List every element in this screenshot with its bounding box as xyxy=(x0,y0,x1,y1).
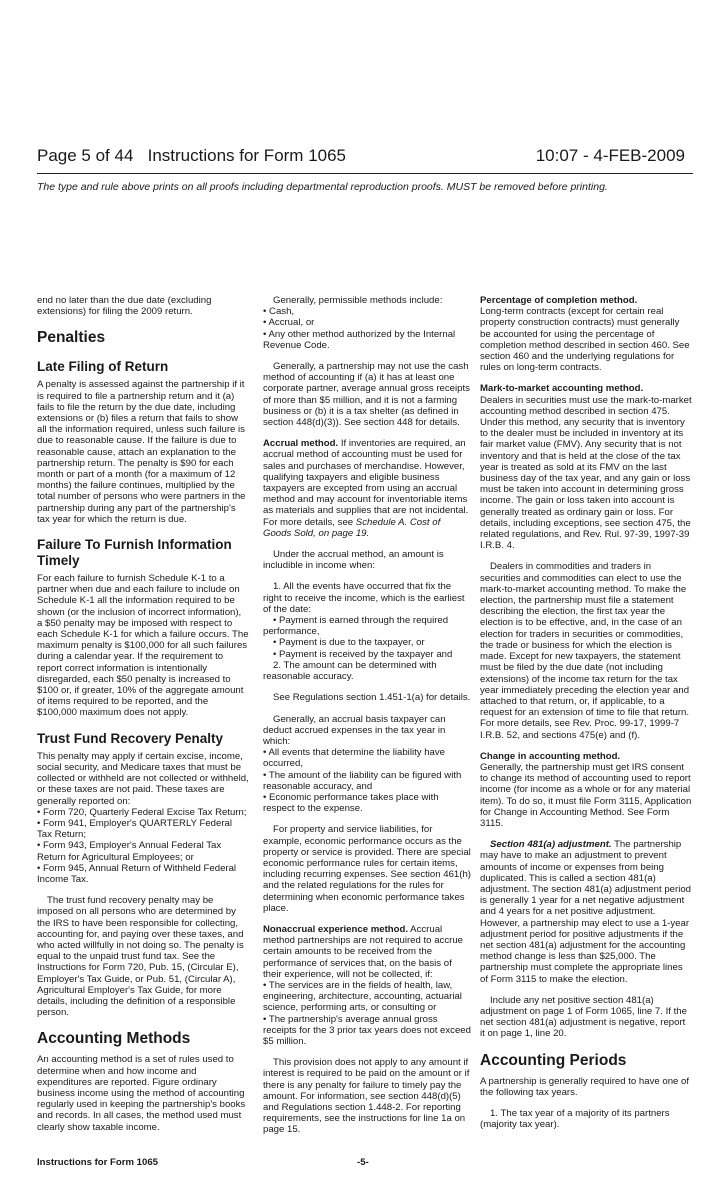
numbered-item: 1. The tax year of a majority of its partners (majority tax year). xyxy=(480,1108,670,1131)
cross-reference: Schedule A. Cost of Goods Sold, xyxy=(263,516,441,539)
paragraph: Generally, permissible methods include: xyxy=(273,295,443,306)
paragraph-nonaccrual: Nonaccrual experience method. Accrual method partnerships are not required to accrue certain amounts to be received from the performance of services that, on the basis of their experience, will not be collected, if: xyxy=(263,923,463,980)
run-in-heading: Percentage of completion method. xyxy=(480,295,638,306)
proof-timestamp: 10:07 - 4-FEB-2009 xyxy=(535,146,685,165)
bullet-item: • Any other method authorized by the Internal Revenue Code. xyxy=(263,328,456,351)
paragraph-481a: Section 481(a) adjustment. The partnership may have to make an adjustment to prevent amounts of income or expenses from being duplicated. This is called a section 481(a) adjustment. The section 481(a) adjustment period is generally 1 year for a net negative adjustment and 4 years for a net positive adjustment. However, a partnership may elect to use a 1-year adjustment period for positive adjustments if the net section 481(a) adjustment for the accounting method change is less than $25,000. The partnership must complete the appropriate lines of Form 3115 to make the election. xyxy=(480,839,692,985)
paragraph: The trust fund recovery penalty may be imposed on all persons who are determined by the IRS to have been responsible for collecting, accounting for, and paying over these taxes, and who acted willfully in not doing so. The penalty is equal to the unpaid trust fund tax. See the Instructions for Form 720, Pub. 15, (Circular E), Employer's Tax Guide, or Pub. 51, (Circular A), Agricultural Employer's Tax Guide, for more details, including the definition of a responsible person. xyxy=(37,895,244,1019)
heading-late-filing: Late Filing of Return xyxy=(37,359,169,375)
bullet-item: • Form 941, Employer's QUARTERLY Federal Tax Return; xyxy=(37,817,232,841)
bullet-item: • The amount of the liability can be figured with reasonable accuracy, and xyxy=(263,769,462,792)
bullet-item: • All events that determine the liability have occurred, xyxy=(263,747,446,770)
paragraph-accrual: Accrual method. If inventories are required, an accrual method of accounting must be used for sales and purchases of merchandise. However, qualifying taxpayers and eligible business taxpayers are excepted from using an accrual method and may account for inventoriable items as materials and supplies that are not incidental. For more details, see Schedule A. Cost of Goods Sold, on page 19. xyxy=(263,438,469,539)
numbered-item: 2. The amount can be determined with reasonable accuracy. xyxy=(263,659,437,683)
heading-penalties: Penalties xyxy=(37,329,106,347)
bullet-item: • Payment is received by the taxpayer and xyxy=(273,648,453,660)
paragraph: This provision does not apply to any amount if interest is required to be paid on the amount or if there is any penalty for failure to timely pay the amount. For information, see section 448(d)(5) and Regulations section 1.448-2. For reporting requirements, see the instructions for line 1a on page 15. xyxy=(263,1057,470,1136)
bullet-item: • Form 720, Quarterly Federal Excise Tax Return; xyxy=(37,806,247,818)
bullet-item: • Payment is earned through the required performance, xyxy=(263,615,449,638)
heading-accounting-periods: Accounting Periods xyxy=(480,1051,627,1069)
page-footer xyxy=(37,1157,693,1168)
paragraph: Long-term contracts (except for certain real property construction contracts) must generally be accounted for using the percentage of completion method described in section 460. See section 460 and the underlying regulations for rules on long-term contracts. xyxy=(480,306,690,374)
heading-failure-to-furnish: Failure To Furnish Information Timely xyxy=(37,537,232,569)
heading-accounting-methods: Accounting Methods xyxy=(37,1030,191,1048)
paragraph: This penalty may apply if certain excise, income, social security, and Medicare taxes that must be collected or withheld are not collected or withheld, or these taxes are not paid. These taxes are generally reported on: xyxy=(37,750,249,807)
paragraph: See Regulations section 1.451-1(a) for details. xyxy=(273,692,471,704)
bullet-item: • Accrual, or xyxy=(263,317,315,329)
run-in-heading: Mark-to-market accounting method. xyxy=(480,383,644,395)
paragraph: Dealers in securities must use the mark-to-market accounting method described in section 475. Under this method, any security that is inventory to the dealer must be included in inventory at its fair market value (FMV). Any security that is not inventory and that is held at the close of the tax year is treated as sold at its FMV on the last business day of the tax year, and any gain or loss must be taken into account in determining gross income. The gain or loss taken into account is generally treated as ordinary gain or loss. For details, including exceptions, see section 475, the related regulations, and Rev. Rul. 97-39, 1997-39 I.R.B. 4. xyxy=(480,394,692,552)
page-number: -5- xyxy=(357,1157,369,1168)
proof-page-label: Page 5 of 44 Instructions for Form 1065 xyxy=(37,146,347,165)
bullet-item: • Form 945, Annual Return of Withheld Federal Income Tax. xyxy=(37,862,237,885)
paragraph: For each failure to furnish Schedule K-1 to a partner when due and each failure to include on Schedule K-1 all the information required to be shown (or the inclusion of incorrect information), a $50 penalty may be imposed with respect to each Schedule K-1 for which a failure occurs. The maximum penalty is $100,000 for all such failures during a calendar year. If the requirement to report correct information is intentionally disregarded, each $50 penalty is increased to $100 or, if greater, 10% of the aggregate amount of items required to be reported, and the $100,000 maximum does not apply. xyxy=(37,573,249,719)
run-in-heading: Accrual method. xyxy=(263,438,339,450)
proof-doc-title: Instructions for Form 1065 xyxy=(147,146,347,165)
column-3 xyxy=(480,295,692,1130)
paragraph: For property and service liabilities, for example, economic performance occurs as the property or service is provided. There are special economic performance rules for certain items, including recurring expenses. See section 461(h) and the related regulations for the rules for determining when economic performance takes place. xyxy=(263,824,471,914)
bullet-item: • Cash, xyxy=(263,306,295,318)
run-in-heading: Change in accounting method. xyxy=(480,750,621,762)
paragraph: Include any net positive section 481(a) adjustment on page 1 of Form 1065, line 7. If the net section 481(a) adjustment is negative, report it on page 1, line 20. xyxy=(480,994,687,1040)
paragraph: Generally, the partnership must get IRS consent to change its method of accounting used to report income (for income as a whole or for any material item). To do so, it must file Form 3115, Application for Change in Accounting Method. See Form 3115. xyxy=(480,761,692,829)
paragraph: Generally, an accrual basis taxpayer can deduct accrued expenses in the tax year in which: xyxy=(263,713,446,747)
proof-header xyxy=(37,143,693,174)
bullet-item: • Payment is due to the taxpayer, or xyxy=(273,637,425,649)
bullet-item: • Form 943, Employer's Annual Federal Tax Return for Agricultural Employees; or xyxy=(37,840,222,863)
run-in-heading: Section 481(a) adjustment. xyxy=(490,839,612,851)
column-2 xyxy=(263,295,471,1136)
proof-note: The type and rule above prints on all proofs including departmental reproduction proofs. MUST be removed before printing. xyxy=(37,181,608,193)
paragraph: Generally, a partnership may not use the cash method of accounting if (a) it has at least one corporate partner, average annual gross receipts of more than $5 million, and it is not a farming business or (b) it is a tax shelter (as defined in section 448(d)(3)). See section 448 for details. xyxy=(263,361,470,429)
paragraph: end no later than the due date (excluding extensions) for filing the 2009 return. xyxy=(37,295,212,318)
footer-title: Instructions for Form 1065 xyxy=(37,1157,159,1168)
paragraph: Under the accrual method, an amount is includible in income when: xyxy=(263,549,444,572)
paragraph: A penalty is assessed against the partnership if it is required to file a partnership return and it (a) fails to file the return by the due date, including extensions or (b) files a return that fails to show all the information required, unless such failure is due to reasonable cause. If the failure is due to reasonable cause, attach an explanation to the partnership return. The penalty is $90 for each month or part of a month (for a maximum of 12 months) the failure continues, multiplied by the total number of persons who were partners in the partnership during any part of the partnership's tax year for which the return is due. xyxy=(37,379,246,525)
heading-trust-fund: Trust Fund Recovery Penalty xyxy=(37,730,224,746)
paragraph: Dealers in commodities and traders in securities and commodities can elect to use the mark-to-market accounting method. To make the election, the partnership must file a statement describing the election, the first tax year the election is to be effective, and, in the case of an election for traders in securities or commodities, the trade or business for which the election is made. Except for new taxpayers, the statement must be filed by the due date (not including extensions) of the income tax return for the tax year immediately preceding the election year and attached to that return, or, if applicable, to a request for an extension of time to file that return. For more details, see Rev. Proc. 99-17, 1999-7 I.R.B. 52, and sections 475(e) and (f). xyxy=(480,561,690,741)
bullet-item: • The services are in the fields of health, law, engineering, architecture, accounting, actuarial science, performing arts, or consulting or xyxy=(263,979,462,1014)
column-1 xyxy=(37,295,249,1133)
run-in-heading: Nonaccrual experience method. xyxy=(263,923,409,935)
paragraph: An accounting method is a set of rules used to determine when and how income and expenditures are reported. Figure ordinary business income using the method of accounting regularly used in keeping the partnership's books and records. In all cases, the method used must clearly show taxable income. xyxy=(37,1054,246,1133)
numbered-item: 1. All the events have occurred that fix the right to receive the income, which is the earliest of the date: xyxy=(263,581,465,615)
paragraph: A partnership is generally required to have one of the following tax years. xyxy=(480,1075,690,1098)
bullet-item: • The partnership's average annual gross receipts for the 3 prior tax years does not exceed $5 million. xyxy=(263,1013,471,1047)
bullet-item: • Economic performance takes place with respect to the expense. xyxy=(263,791,439,815)
